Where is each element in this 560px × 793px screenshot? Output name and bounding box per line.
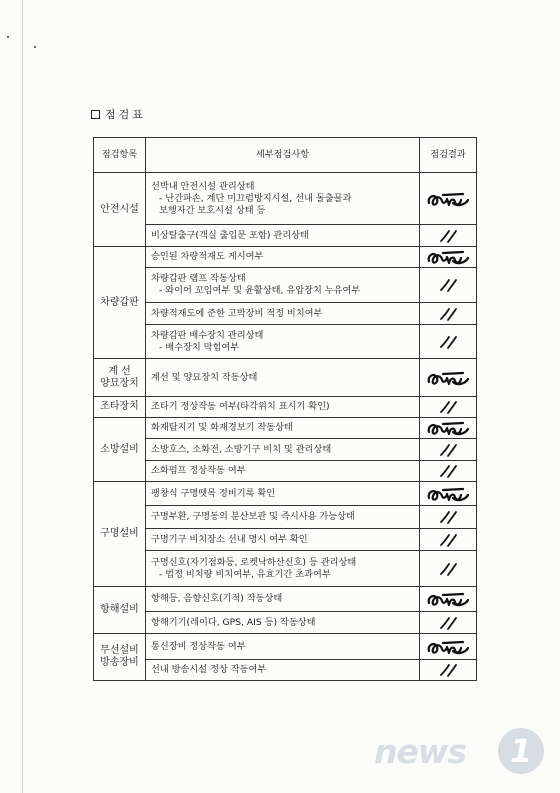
table-row: [94, 660, 477, 681]
detail-text: 차량갑판 램프 작동상태: [151, 273, 246, 284]
category-label: 구명설비: [100, 528, 139, 539]
result-cell: [420, 418, 477, 439]
detail-text: 승인된 차량적재도 게시여부: [151, 251, 264, 262]
handwritten-ditto-mark: [433, 332, 463, 352]
handwritten-good-signature: [423, 484, 473, 504]
result-cell: [420, 529, 477, 551]
detail-text: 통신장비 정상작동 여부: [151, 640, 246, 652]
title-text: 점검표: [105, 108, 146, 121]
handwritten-ditto-mark: [433, 440, 463, 460]
detail-cell: [146, 529, 420, 551]
result-cell: [420, 461, 477, 482]
result-cell: [420, 225, 477, 247]
detail-text: 항해등, 음향신호(기적) 작동상태: [151, 593, 283, 604]
detail-cell: [146, 660, 420, 681]
category-label: 안전시설: [100, 203, 139, 215]
result-cell: [420, 612, 477, 634]
category-cell: [94, 359, 146, 397]
result-cell: [420, 247, 477, 268]
result-cell: [420, 551, 477, 587]
detail-cell: [146, 551, 420, 587]
table-row: [94, 587, 477, 612]
result-cell: [420, 439, 477, 461]
document-title: [91, 106, 146, 122]
result-cell: [420, 397, 477, 418]
category-cell: [94, 247, 146, 359]
detail-cell: [146, 397, 420, 418]
handwritten-good-signature: [423, 418, 473, 438]
detail-text: 구명부환, 구명동의 분산보관 및 즉시사용 가능상태: [151, 511, 355, 522]
detail-text: 선내 방송시설 정상 작동여부: [151, 664, 267, 675]
watermark-text: news: [374, 732, 467, 771]
table-row: [94, 268, 477, 303]
table-row: [94, 529, 477, 551]
detail-cell: [146, 225, 420, 247]
detail-text: 구명기구 비치장소 선내 명시 여부 확인: [151, 533, 308, 545]
header-details: 세부점검사항: [146, 138, 420, 173]
handwritten-ditto-mark: [433, 559, 463, 579]
detail-text: - 배수장치 막힘여부: [159, 341, 240, 353]
detail-text: 계선 및 양묘장치 작동상태: [151, 371, 258, 383]
detail-cell: [146, 173, 420, 225]
result-cell: [420, 173, 477, 225]
detail-cell: [146, 439, 420, 461]
handwritten-ditto-mark: [433, 461, 463, 481]
table-row: [94, 461, 477, 482]
result-cell: [420, 587, 477, 612]
result-cell: [420, 303, 477, 325]
handwritten-good-signature: [423, 637, 473, 657]
result-cell: [420, 482, 477, 506]
detail-cell: [146, 325, 420, 359]
category-label: 계 선: [108, 365, 131, 377]
detail-cell: [146, 418, 420, 439]
header-result: 점검결과: [420, 138, 477, 173]
category-cell: [94, 173, 146, 247]
category-cell: [94, 482, 146, 587]
table-row: [94, 359, 477, 397]
result-cell: [420, 660, 477, 681]
detail-text: 구명신호(자기점화등, 로켓낙하산신호) 등 관리상태: [151, 556, 357, 568]
detail-text: 화재탐지기 및 화재경보기 작동상태: [151, 422, 293, 433]
category-label: 방송장비: [100, 657, 139, 668]
detail-text: 차량갑판 배수장치 관리상태: [151, 329, 264, 341]
detail-cell: [146, 268, 420, 303]
handwritten-ditto-mark: [433, 397, 463, 417]
checkbox-square-icon: [91, 110, 100, 119]
result-cell: [420, 359, 477, 397]
category-cell: [94, 397, 146, 418]
table-row: [94, 482, 477, 506]
handwritten-good-signature: [423, 189, 473, 209]
table-row: [94, 612, 477, 634]
news1-watermark-logo: [374, 730, 554, 780]
detail-text: - 법정 비치량 비치여부, 유효기간 초과여부: [159, 568, 331, 580]
detail-text: - 난간파손, 계단 미끄럼방지시설, 선내 돌출물과: [159, 192, 352, 204]
table-row: [94, 418, 477, 439]
detail-text: 팽창식 구명뗏목 정비기록 확인: [151, 487, 276, 499]
category-label: 차량갑판: [100, 296, 139, 308]
handwritten-good-signature: [423, 589, 473, 609]
table-row: [94, 325, 477, 359]
scan-edge-line: [22, 0, 23, 793]
table-row: [94, 225, 477, 247]
header-category: 점검항목: [94, 138, 146, 173]
table-row: [94, 397, 477, 418]
table-row: [94, 173, 477, 225]
handwritten-good-signature: [423, 247, 473, 267]
watermark-mark: 1: [498, 728, 544, 774]
category-label: 무선설비: [100, 645, 139, 656]
result-cell: [420, 268, 477, 303]
detail-text: 차량적재도에 준한 고박장비 적정 비치여부: [151, 307, 323, 319]
handwritten-ditto-mark: [433, 304, 463, 324]
detail-text: 조타기 정상작동 여부(타각위치 표시기 확인): [151, 401, 330, 412]
detail-text: 항해기기(레이다, GPS, AIS 등) 작동상태: [151, 616, 316, 628]
handwritten-ditto-mark: [433, 275, 463, 295]
table-row: [94, 551, 477, 587]
detail-cell: [146, 587, 420, 612]
category-label: 항해설비: [100, 604, 139, 615]
table-row: [94, 634, 477, 660]
inspection-table: [93, 137, 477, 681]
detail-cell: [146, 506, 420, 529]
result-cell: [420, 325, 477, 359]
detail-text: - 와이어 꼬임여부 및 윤활상태, 유압장치 누유여부: [159, 285, 361, 296]
handwritten-ditto-mark: [433, 613, 463, 633]
detail-text: 소화펌프 정상작동 여부: [151, 465, 246, 476]
detail-text: 보행자간 보호시설 상태 등: [159, 204, 266, 216]
category-label: 양묘장치: [100, 377, 139, 389]
category-cell: [94, 587, 146, 634]
table-row: [94, 303, 477, 325]
detail-text: 소방호스, 소화전, 소방기구 비치 및 관리상태: [151, 443, 332, 455]
category-cell: [94, 634, 146, 681]
category-label: 조타장치: [100, 401, 139, 412]
detail-text: 선박내 안전시설 관리상태: [151, 180, 255, 192]
detail-cell: [146, 247, 420, 268]
handwritten-ditto-mark: [433, 226, 463, 246]
detail-cell: [146, 303, 420, 325]
table-body: [94, 173, 477, 681]
handwritten-ditto-mark: [433, 507, 463, 527]
detail-cell: [146, 634, 420, 660]
result-cell: [420, 506, 477, 529]
detail-cell: [146, 461, 420, 482]
detail-cell: [146, 482, 420, 506]
result-cell: [420, 634, 477, 660]
detail-cell: [146, 612, 420, 634]
table-row: [94, 247, 477, 268]
category-cell: [94, 418, 146, 482]
scan-speck: [7, 36, 9, 38]
table-row: [94, 506, 477, 529]
scan-speck: [34, 46, 36, 48]
table-header-row: [94, 138, 477, 173]
handwritten-ditto-mark: [433, 660, 463, 680]
detail-text: 비상탈출구(객실 출입문 포함) 관리상태: [151, 229, 309, 241]
category-label: 소방설비: [100, 443, 139, 455]
handwritten-good-signature: [423, 368, 473, 388]
handwritten-ditto-mark: [433, 530, 463, 550]
table-row: [94, 439, 477, 461]
detail-cell: [146, 359, 420, 397]
